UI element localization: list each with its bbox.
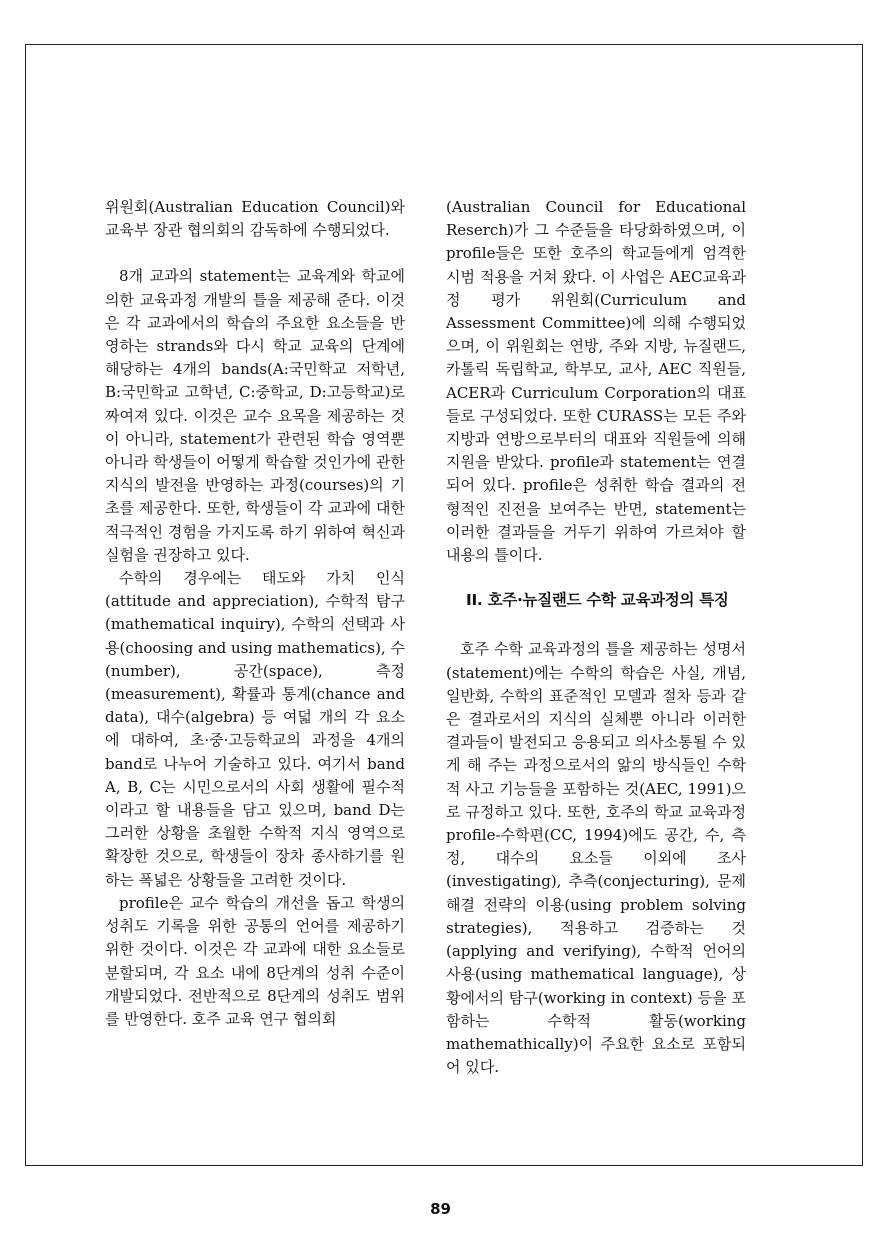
page-number: 89: [430, 1200, 451, 1218]
section-heading: II. 호주·뉴질랜드 수학 교육과정의 특징: [466, 591, 729, 610]
paragraph: 수학의 경우에는 태도와 가치 인식(attitude and appreciation), 수학적 탐구(mathematical inquiry), 수학의 선택과 사용(choosing and using mathematics), 수(number), 공간(space), 측정(measurement), 확률과 통계(chance and data), 대수(algebra) 등 여덟 개의 각 요소에 대하여, 초·중·고등학교의 과정을 4개의 band로 나누어 기술하고 있다. 여기서 band A, B, C는 시민으로서의 사회 생활에 필수적이라고 할 내용들을 담고 있으며, band D는 그러한 상황을 초월한 수학적 지식 영역으로 확장한 것으로, 학생들이 장차 종사하기를 원하는 폭넓은 상황들을 고려한 것이다.: [105, 569, 405, 889]
left-column: [105, 196, 405, 1031]
paragraph: (Australian Council for Educational Reserch)가 그 수준들을 타당화하였으며, 이 profile들은 또한 호주의 학교들에게 엄격한 시범 적용을 거쳐 왔다. 이 사업은 AEC교육과정 평가 위원회(Curriculum and Assessment Committee)에 의해 수행되었으며, 이 위원회는 연방, 주와 지방, 뉴질랜드, 카톨릭 독립학교, 학부모, 교사, AEC 직원들, ACER과 Curriculum Corporation의 대표들로 구성되었다. 또한 CURASS는 모든 주와 지방과 연방으로부터의 대표와 직원들에 의해 지원을 받았다. profile과 statement는 연결되어 있다. profile은 성취한 학습 결과의 전형적인 진전을 보여주는 반면, statement는 이러한 결과들을 거두기 위하여 가르쳐야 할 내용의 틀이다.: [446, 198, 746, 565]
paragraph: 위원회(Australian Education Council)와 교육부 장관 협의회의 감독하에 수행되었다.: [105, 198, 405, 240]
paragraph: profile은 교수 학습의 개선을 돕고 학생의 성취도 기록을 위한 공통의 언어를 제공하기 위한 것이다. 이것은 각 교과에 대한 요소들로 분할되며, 각 요소 내에 8단계의 성취 수준이 개발되었다. 전반적으로 8단계의 성취도 범위를 반영한다. 호주 교육 연구 협의회: [105, 893, 405, 1028]
right-column: [446, 196, 746, 1079]
paragraph: 8개 교과의 statement는 교육계와 학교에 의한 교육과정 개발의 틀을 제공해 준다. 이것은 각 교과에서의 학습의 주요한 요소들을 반영하는 strands와 다시 학교 교육의 단계에 해당하는 4개의 bands(A:국민학교 저학년, B:국민학교 고학년, C:중학교, D:고등학교)로 짜여져 있다. 이것은 교수 요목을 제공하는 것이 아니라, statement가 관련된 학습 영역뿐 아니라 학생들이 어떻게 학습할 것인가에 관한 지식의 발전을 반영하는 과정(courses)의 기초를 제공한다. 또한, 학생들이 각 교과에 대한 적극적인 경험을 가지도록 하기 위하여 혁신과 실험을 권장하고 있다.: [105, 267, 405, 564]
paragraph: 호주 수학 교육과정의 틀을 제공하는 성명서(statement)에는 수학의 학습은 사실, 개념, 일반화, 수학의 표준적인 모델과 절차 등과 같은 결과로서의 지식의 실체뿐 아니라 이러한 결과들이 발전되고 응용되고 의사소통될 수 있게 해 주는 과정으로서의 앎의 방식들인 수학적 사고 기능들을 포함하는 것(AEC, 1991)으로 규정하고 있다. 또한, 호주의 학교 교육과정 profile-수학편(CC, 1994)에도 공간, 수, 측정, 대수의 요소들 이외에 조사(investigating), 추측(conjecturing), 문제해결 전략의 이용(using problem solving strategies), 적용하고 검증하는 것(applying and verifying), 수학적 언어의 사용(using mathematical language), 상황에서의 탐구(working in context) 등을 포함하는 수학적 활동(working mathemathically)이 주요한 요소로 포함되어 있다.: [446, 640, 746, 1077]
